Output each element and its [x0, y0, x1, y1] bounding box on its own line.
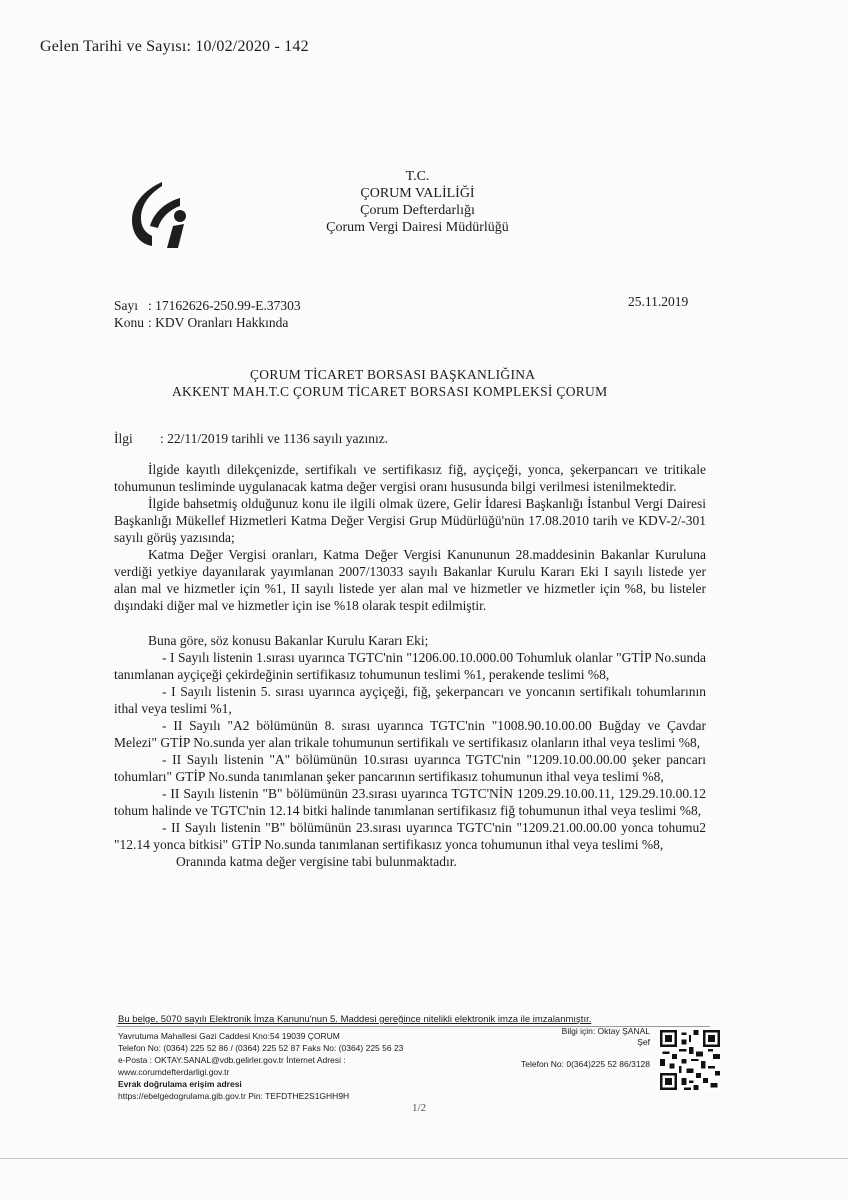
- reference-value: : 22/11/2019 tarihli ve 1136 sayılı yazınız.: [160, 431, 389, 446]
- list-item: - I Sayılı listenin 1.sırası uyarınca TGTC'nin "1206.00.10.000.00 Tohumluk olanlar "GTİP No.sunda tanımlanan ayçiçeği çekirdeğinin sertifikasız tohumunun teslimi %1, perakende teslimi %8,: [114, 650, 706, 682]
- letterhead-tax-office: Çorum Vergi Dairesi Müdürlüğü: [326, 220, 509, 235]
- contact-info: [490, 1026, 650, 1070]
- receipt-stamp: Gelen Tarihi ve Sayısı: 10/02/2020 - 142: [40, 38, 309, 55]
- body-paragraph: Buna göre, söz konusu Bakanlar Kurulu Kararı Eki;: [148, 633, 429, 648]
- verify-title: Evrak doğrulama erişim adresi: [118, 1079, 242, 1089]
- list-item: - II Sayılı listenin "A" bölümünün 10.sırası uyarınca TGTC'nin "1209.10.00.00.00 şeker pancarı tohumları" GTİP No.sunda tanımlanan şeker pancarının sertifikasız tohumunun ithal veya teslimi %8,: [114, 752, 706, 784]
- contact-title: Şef: [637, 1037, 650, 1047]
- footer-contact: [118, 1030, 498, 1102]
- footer-phones: Telefon No: (0364) 225 52 86 / (0364) 225 52 87 Faks No: (0364) 225 56 23: [118, 1043, 404, 1053]
- list-item: - II Sayılı listenin "B" bölümünün 23.sırası uyarınca TGTC'nin "1209.21.00.00.00 yonca tohumu2 "12.14 yonca bitkisi" GTİP No.sunda tanımlanan sertifikasız yonca tohumunun ithal veya teslimi %8,: [114, 820, 706, 852]
- konu-row: [114, 314, 301, 331]
- list-item: - II Sayılı "A2 bölümünün 8. sırası uyarınca TGTC'nin "1008.90.10.00.00 Buğday ve Çavdar Melezi" GTİP No.sunda yer alan trikale tohumunun sertifikalı ve sertifikasız olanların ithal veya teslimi %8,: [114, 718, 706, 750]
- contact-phone: Telefon No: 0(364)225 52 86/3128: [520, 1059, 650, 1069]
- footer-website[interactable]: www.corumdefterdarligi.gov.tr: [118, 1067, 230, 1077]
- sayi-label: Sayı: [114, 298, 139, 313]
- letterhead: [280, 168, 555, 236]
- konu-value: : KDV Oranları Hakkında: [148, 315, 289, 330]
- recipient-address: AKKENT MAH.T.C ÇORUM TİCARET BORSASI KOMPLEKSİ ÇORUM: [172, 384, 608, 399]
- qr-code-icon: [660, 1030, 720, 1090]
- recipient-name: ÇORUM TİCARET BORSASI BAŞKANLIĞINA: [250, 367, 536, 382]
- letterhead-tc: T.C.: [405, 169, 430, 184]
- footer-address: Yavrutuma Mahallesi Gazi Caddesi Kno:54 19039 ÇORUM: [118, 1031, 340, 1041]
- document-date: 25.11.2019: [628, 294, 689, 309]
- letter-body: [114, 461, 706, 870]
- letterhead-governorship: ÇORUM VALİLİĞİ: [360, 186, 475, 201]
- esignature-notice: Bu belge, 5070 sayılı Elektronik İmza Kanunu'nun 5. Maddesi gereğince nitelikli elektronik imza ile imzalanmıştır.: [118, 1014, 592, 1025]
- list-item: - II Sayılı listenin "B" bölümünün 23.sırası uyarınca TGTC'NİN 1209.29.10.00.11, 129.29.10.00.12 tohum halinde ve TGTC'nin 12.14 bitki halinde tanımlanan sertifikasız fiğ tohumunun ithal veya teslimi %8,: [114, 786, 706, 818]
- sayi-row: [114, 297, 301, 314]
- reference-line: [114, 431, 388, 447]
- body-paragraph: Katma Değer Vergisi oranları, Katma Değer Vergisi Kanununun 28.maddesinin Bakanlar Kuruluna verdiği yetkiye dayanılarak yayımlanan 2007/13033 sayılı Bakanlar Kurulu Kararı Eki I sayılı listede yer alan mal ve hizmetler için %1, II sayılı listede yer alan mal ve hizmetler ve hizmetler için %8, bu listeler dışındaki diğer mal ve hizmetler için ise %18 olarak tespit edilmiştir.: [114, 547, 706, 613]
- body-paragraph: İlgide kayıtlı dilekçenizde, sertifikalı ve sertifikasız fiğ, ayçiçeği, yonca, şekerpancarı ve tritikale tohumunun tesliminde uygulanacak katma değer vergisi oranı hususunda bilgi verilmesi istenilmektedir.: [114, 462, 706, 494]
- letterhead-defterdarlik: Çorum Defterdarlığı: [360, 203, 475, 218]
- recipient-block: [150, 366, 710, 400]
- konu-label: Konu: [114, 315, 144, 330]
- document-meta: [114, 297, 301, 331]
- verify-url[interactable]: https://ebelgedogrulama.gib.gov.tr Pin: TEFDTHE2S1GHH9H: [118, 1091, 350, 1101]
- sayi-value: : 17162626-250.99-E.37303: [148, 298, 301, 313]
- footer-email: e-Posta : OKTAY.SANAL@vdb.gelirler.gov.tr İnternet Adresi :: [118, 1055, 346, 1065]
- reference-label: İlgi: [114, 431, 133, 446]
- body-paragraph: İlgide bahsetmiş olduğunuz konu ile ilgili olmak üzere, Gelir İdaresi Başkanlığı İstanbul Vergi Dairesi Başkanlığı Mükellef Hizmetleri Katma Değer Vergisi Grup Müdürlüğü'nün 17.08.2010 tarih ve KDV-2/-301 sayılı görüş yazısında;: [114, 496, 706, 545]
- gib-logo-icon: [128, 180, 198, 250]
- contact-person: Bilgi için: Oktay ŞANAL: [561, 1026, 650, 1036]
- list-item: - I Sayılı listenin 5. sırası uyarınca ayçiçeği, fiğ, şekerpancarı ve yoncanın sertifikalı tohumlarının ithal veya teslimi %1,: [114, 684, 706, 716]
- closing-sentence: Oranında katma değer vergisine tabi bulunmaktadır.: [176, 854, 457, 869]
- scan-edge-line: [0, 1158, 848, 1159]
- page-number: 1/2: [412, 1102, 427, 1114]
